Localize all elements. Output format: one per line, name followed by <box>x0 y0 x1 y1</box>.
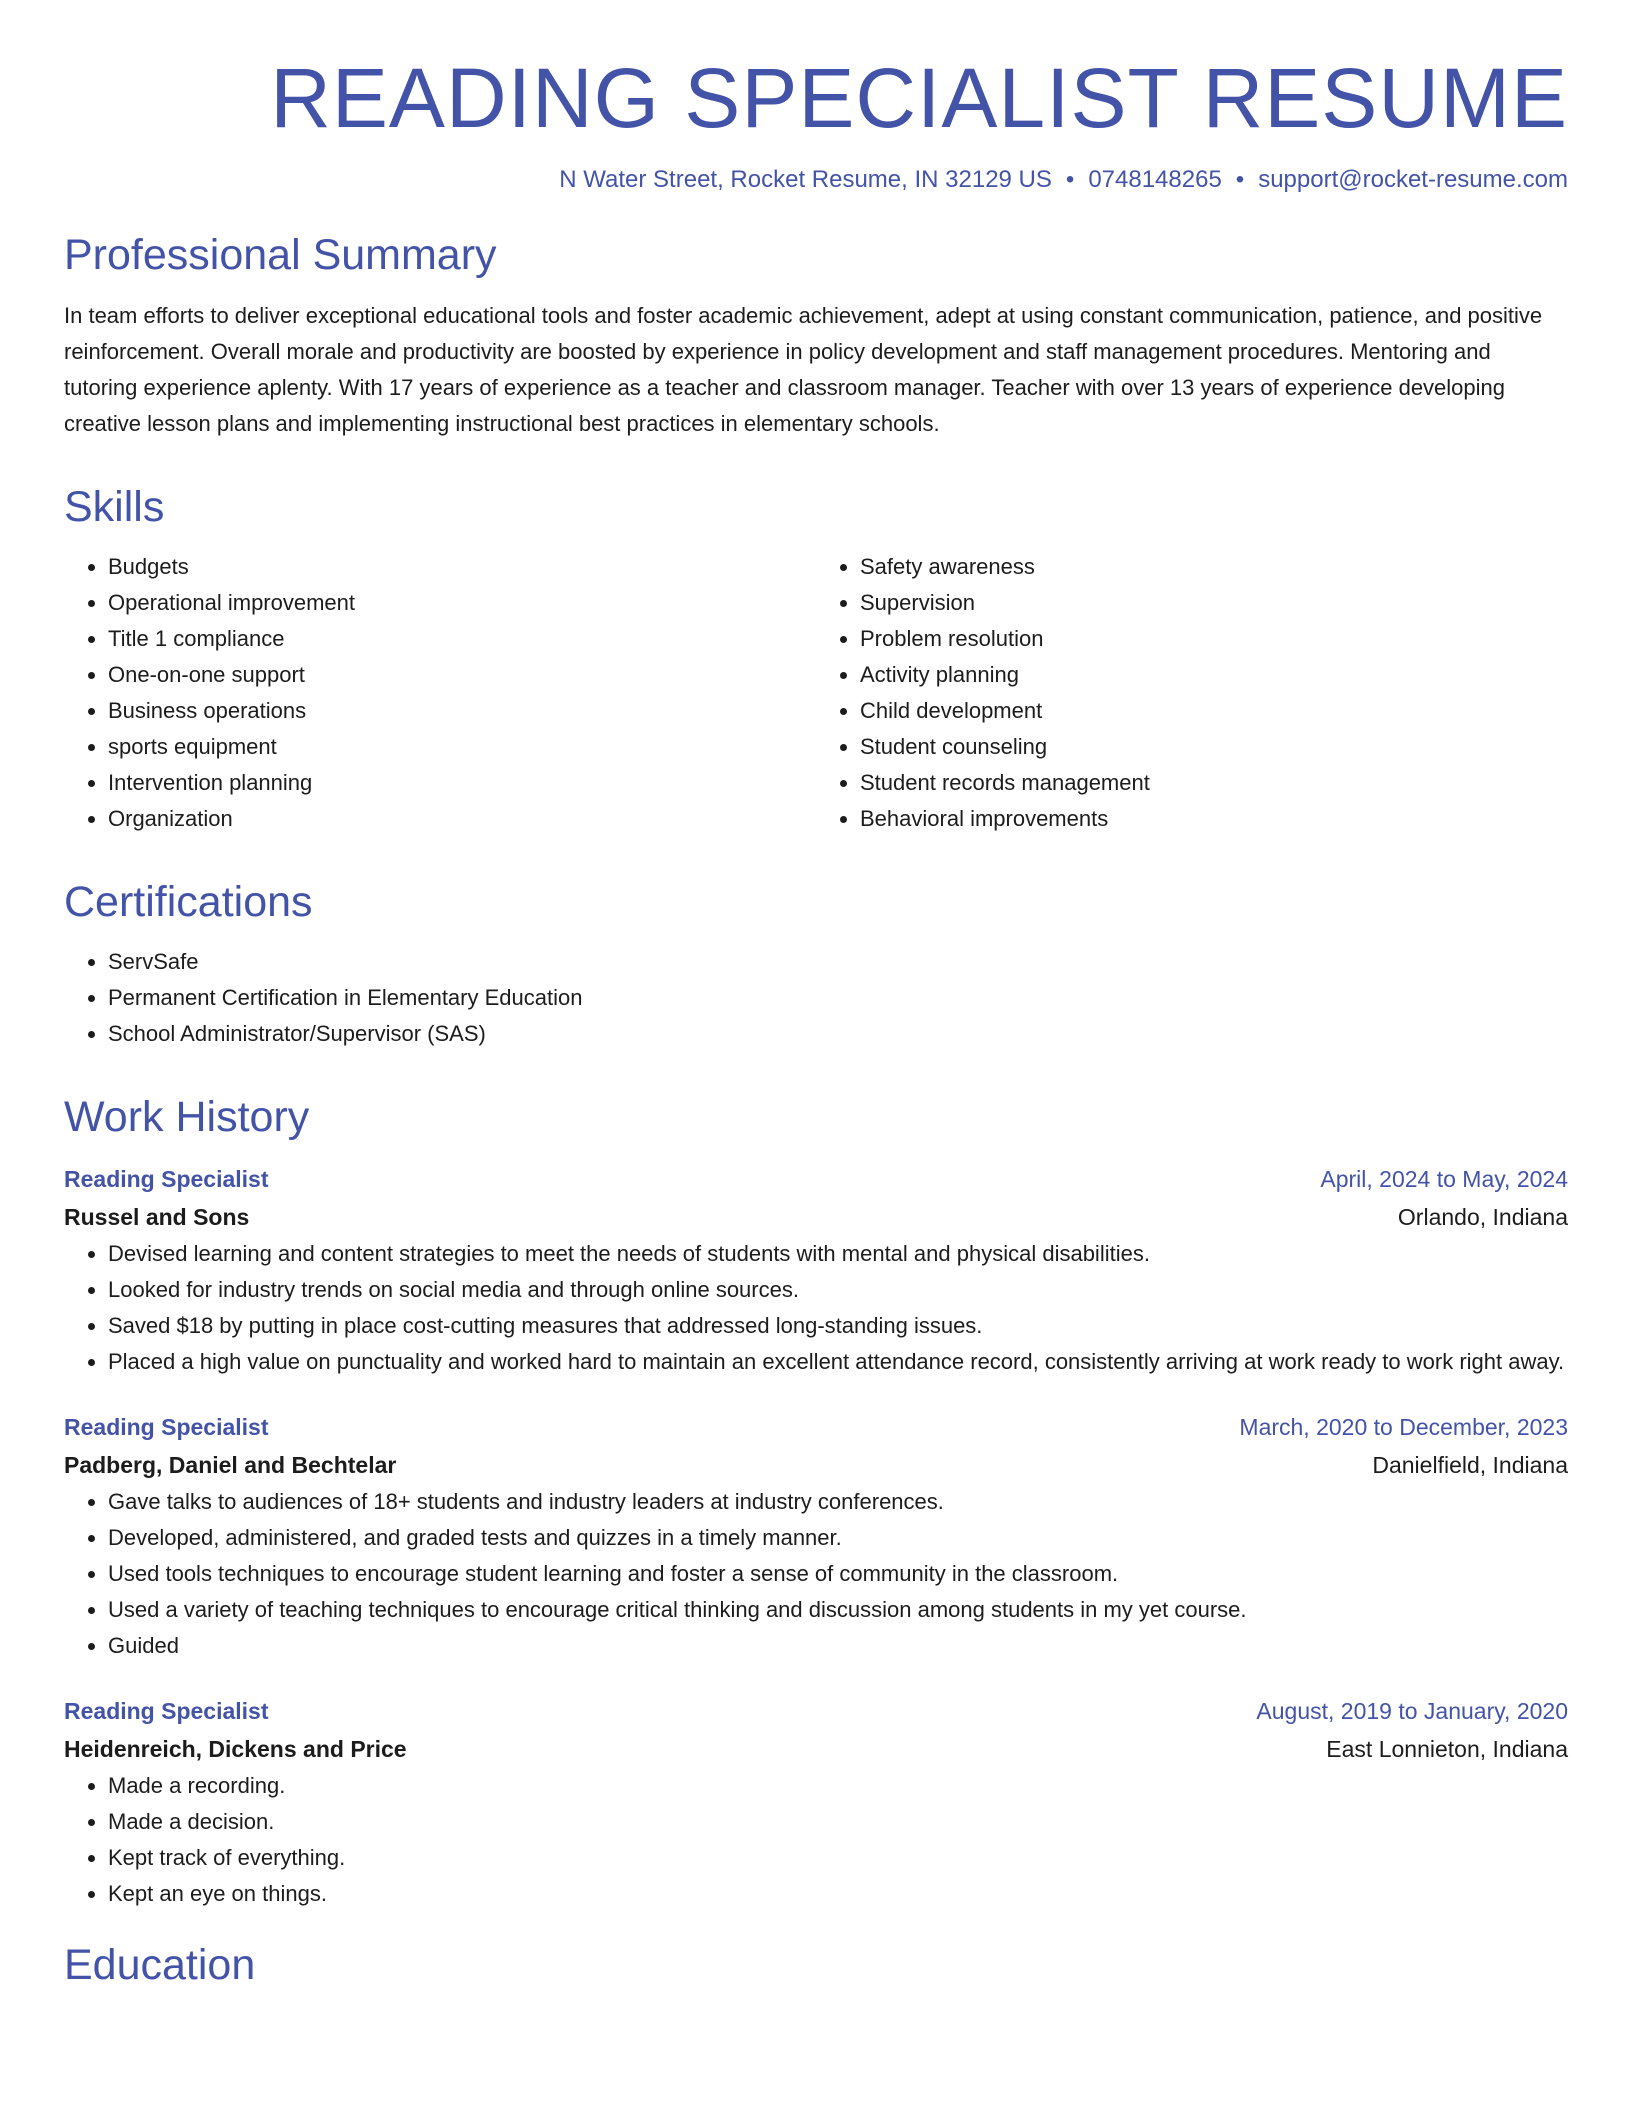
section-title-work-history: Work History <box>64 1093 310 1142</box>
job-company: Russel and Sons <box>64 1203 250 1230</box>
contact-line <box>64 166 1568 194</box>
job-bullets <box>64 1236 1568 1380</box>
job-bullet: • Placed a high value on punctuality and worked hard to maintain an excellent attendance record, consistently arriving at work ready to work right away. <box>108 1344 1568 1380</box>
skill-item: • Activity planning <box>860 657 1568 693</box>
job-bullets <box>64 1768 1568 1912</box>
section-title-skills: Skills <box>64 482 165 531</box>
job-bullet: • Developed, administered, and graded tests and quizzes in a timely manner. <box>108 1520 1568 1556</box>
job-bullet: • Saved $18 by putting in place cost-cutting measures that addressed long-standing issues. <box>108 1308 1568 1344</box>
certification-item: • School Administrator/Supervisor (SAS) <box>108 1016 1568 1052</box>
job-bullet: • Made a decision. <box>108 1804 1568 1840</box>
job-company: Heidenreich, Dickens and Price <box>64 1735 407 1762</box>
job-bullet: • Guided <box>108 1628 1568 1664</box>
job-dates: August, 2019 to January, 2020 <box>1256 1697 1568 1724</box>
job-location: East Lonnieton, Indiana <box>1326 1735 1568 1762</box>
skill-item: • sports equipment <box>108 729 816 765</box>
skills-column-left <box>64 549 816 837</box>
certification-item: • ServSafe <box>108 944 1568 980</box>
skills-list <box>64 549 1568 837</box>
skills-column-right <box>816 549 1568 837</box>
summary-text: In team efforts to deliver exceptional educational tools and foster academic achievement, adept at using constant communication, patience, and positive reinforcement. Overall morale and productivity are boosted by experience in policy development and staff management procedures. Mentoring and tutoring experience aplenty. With 17 years of experience as a teacher and classroom manager. Teacher with over 13 years of experience developing creative lesson plans and implementing instructional best practices in elementary schools. <box>64 302 1543 436</box>
job-entry <box>64 1160 1568 1380</box>
skill-item: • One-on-one support <box>108 657 816 693</box>
job-bullet: • Kept track of everything. <box>108 1840 1568 1876</box>
section-title-certifications: Certifications <box>64 877 313 926</box>
section-title-summary: Professional Summary <box>64 231 497 280</box>
skill-item: • Intervention planning <box>108 765 816 801</box>
skill-item: • Student records management <box>860 765 1568 801</box>
skill-item: • Operational improvement <box>108 585 816 621</box>
job-title: Reading Specialist <box>64 1697 269 1724</box>
section-title-education: Education <box>64 1940 256 1989</box>
phone: 0748148265 <box>1088 166 1222 194</box>
address: N Water Street, Rocket Resume, IN 32129 US <box>559 166 1052 194</box>
job-company: Padberg, Daniel and Bechtelar <box>64 1451 397 1478</box>
resume-title: READING SPECIALIST RESUME <box>270 51 1568 145</box>
job-bullet: • Looked for industry trends on social media and through online sources. <box>108 1272 1568 1308</box>
job-location: Orlando, Indiana <box>1397 1203 1568 1230</box>
skill-item: • Behavioral improvements <box>860 801 1568 837</box>
skill-item: • Student counseling <box>860 729 1568 765</box>
skill-item: • Safety awareness <box>860 549 1568 585</box>
skill-item: • Title 1 compliance <box>108 621 816 657</box>
certification-item: • Permanent Certification in Elementary Education <box>108 980 1568 1016</box>
skill-item: • Supervision <box>860 585 1568 621</box>
job-title: Reading Specialist <box>64 1413 269 1440</box>
job-bullet: • Used a variety of teaching techniques to encourage critical thinking and discussion among students in my yet course. <box>108 1592 1568 1628</box>
job-bullets <box>64 1484 1568 1664</box>
job-bullet: • Made a recording. <box>108 1768 1568 1804</box>
email: support@rocket-resume.com <box>1258 166 1568 194</box>
certifications-list <box>64 944 1568 1052</box>
skill-item: • Problem resolution <box>860 621 1568 657</box>
separator: • <box>1065 166 1075 194</box>
job-location: Danielfield, Indiana <box>1372 1451 1568 1478</box>
job-dates: April, 2024 to May, 2024 <box>1320 1165 1568 1192</box>
job-entry <box>64 1408 1568 1664</box>
skill-item: • Business operations <box>108 693 816 729</box>
job-bullet: • Gave talks to audiences of 18+ students and industry leaders at industry conferences. <box>108 1484 1568 1520</box>
job-dates: March, 2020 to December, 2023 <box>1239 1413 1568 1440</box>
job-bullet: • Kept an eye on things. <box>108 1876 1568 1912</box>
skill-item: • Organization <box>108 801 816 837</box>
skill-item: • Budgets <box>108 549 816 585</box>
skill-item: • Child development <box>860 693 1568 729</box>
job-entry <box>64 1692 1568 1912</box>
job-bullet: • Used tools techniques to encourage student learning and foster a sense of community in the classroom. <box>108 1556 1568 1592</box>
separator: • <box>1235 166 1245 194</box>
work-history-list <box>64 1160 1568 1912</box>
job-title: Reading Specialist <box>64 1165 269 1192</box>
job-bullet: • Devised learning and content strategies to meet the needs of students with mental and physical disabilities. <box>108 1236 1568 1272</box>
